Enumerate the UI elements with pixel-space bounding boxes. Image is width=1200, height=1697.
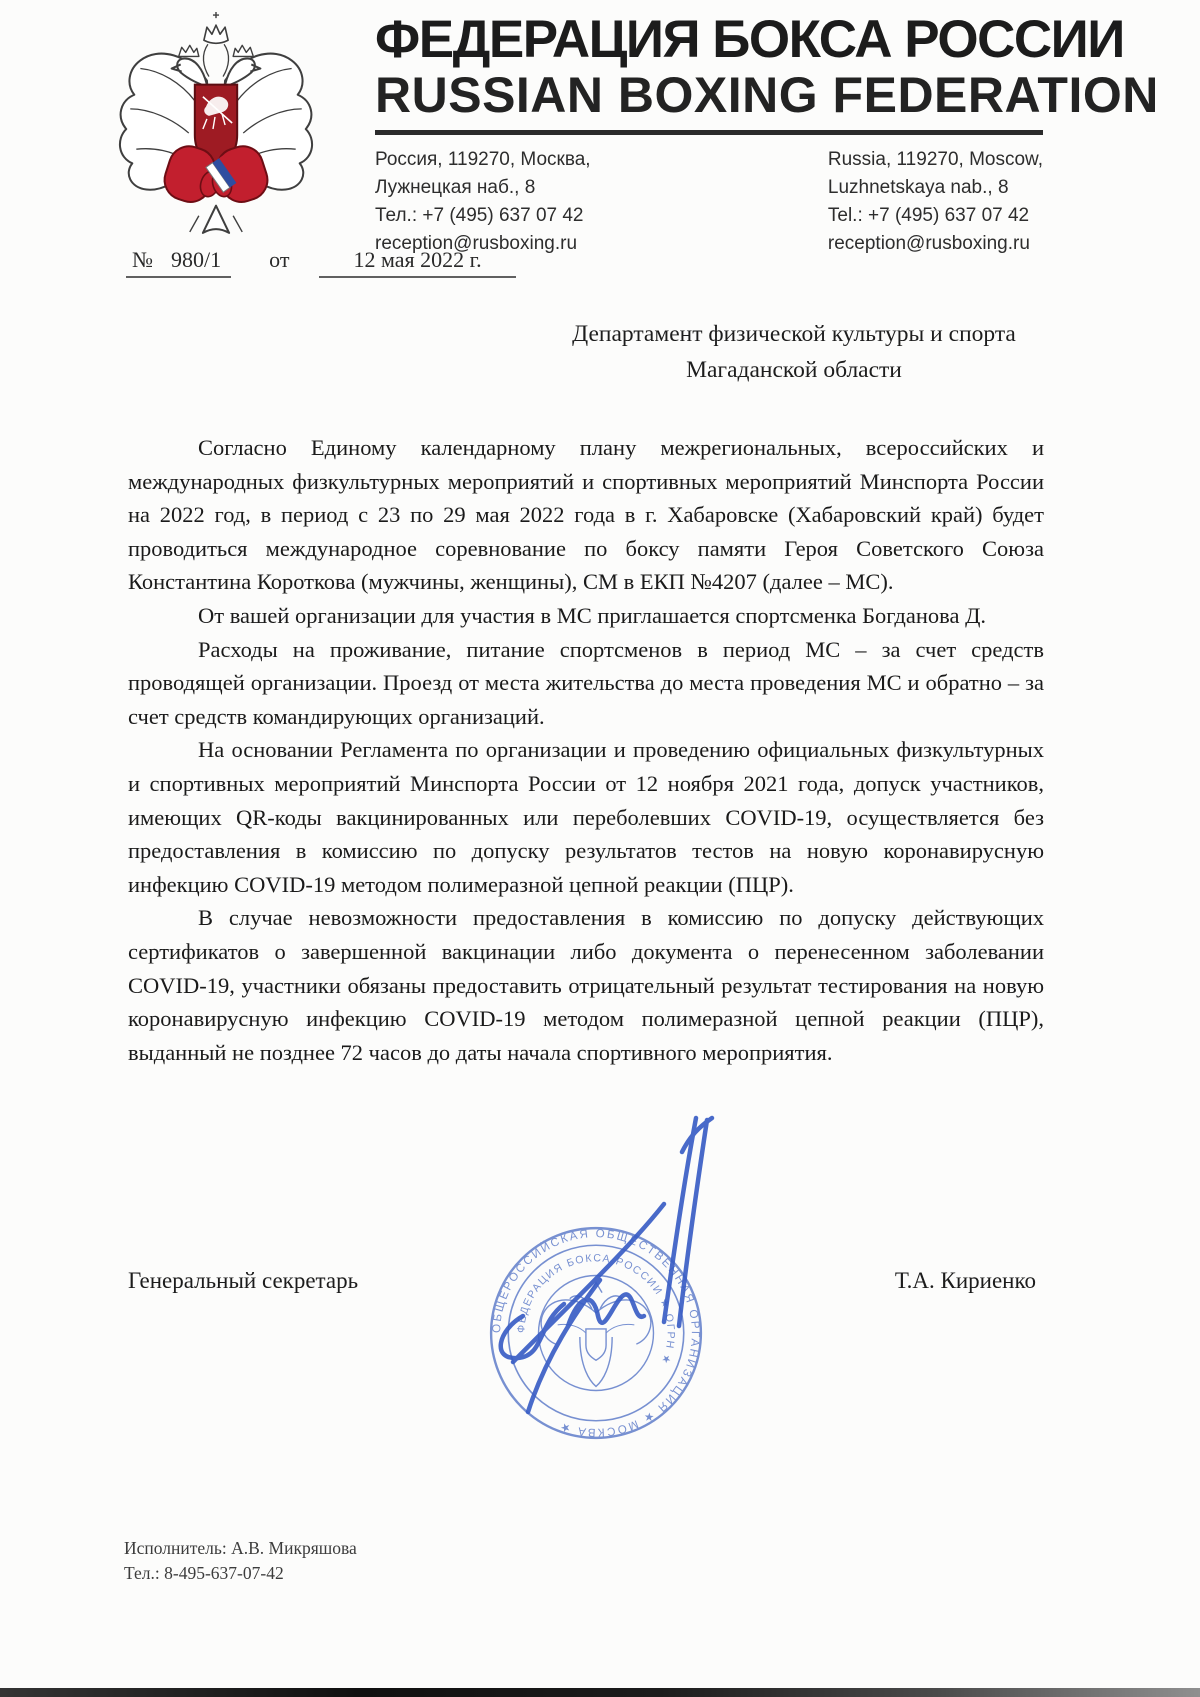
stamp-outer-ring-text: ОБЩЕРОССИЙСКАЯ ОБЩЕСТВЕННАЯ ОРГАНИЗАЦИЯ ★ МОСКВА ★	[491, 1228, 701, 1438]
addressee-line-2: Магаданской области	[686, 357, 902, 383]
stamp-inner-ring-text: ФЕДЕРАЦИЯ БОКСА РОССИИ ★ ОГРН ★	[515, 1252, 677, 1367]
org-name-russian: ФЕДЕРАЦИЯ БОКСА РОССИИ	[375, 10, 1124, 69]
address-en-line: Russia, 119270, Moscow,	[827, 149, 1043, 170]
letterhead-rule	[375, 130, 1043, 135]
document-number-row	[126, 247, 516, 278]
paragraph-qr-codes: На основании Регламента по организации и проведению официальных физкультурных и спортивных мероприятий Минспорта России от 12 ноября 2021 года, допуск участников, имеющих QR-коды вакцинированных или переболевших COVID-19, осуществляется без предоставления в комиссию по допуску результатов тестов на новую коронавирусную инфекцию COVID-19 методом полимеразной цепной реакции (ПЦР).	[128, 737, 1044, 897]
executor-block	[124, 1536, 357, 1586]
number-value: 980/1	[171, 247, 222, 272]
document-number	[126, 247, 231, 278]
contacts-russian	[375, 146, 591, 258]
signature-ink-icon	[428, 1090, 770, 1472]
email-ru-line: reception@rusboxing.ru	[375, 233, 578, 254]
paragraph-expenses: Расходы на проживание, питание спортсменов в период МС – за счет средств проводящей организации. Проезд от места жительства до места проведения МС и обратно – за счет средств командирующих организаций.	[128, 636, 1044, 729]
signer-name: Т.А. Кириенко	[894, 1268, 1036, 1293]
double-headed-eagle-icon	[110, 8, 322, 242]
address-ru-line: Россия, 119270, Москва,	[375, 149, 591, 170]
number-sign-label: №	[132, 247, 153, 272]
paragraph-pcr-test: В случае невозможности предоставления в комиссию по допуску действующих сертификатов о завершенной вакцинации либо документа о перенесенном заболевании COVID-19, участники обязаны предоставить отрицательный результат тестирования на новую коронавирусную инфекцию COVID-19 методом полимеразной цепной реакции (ПЦР), выданный не позднее 72 часов до даты начала спортивного мероприятия.	[128, 905, 1044, 1065]
letter-body	[128, 431, 1044, 1069]
addressee-line-1: Департамент физической культуры и спорта	[572, 321, 1016, 347]
phone-ru-line: Тел.: +7 (495) 637 07 42	[375, 205, 584, 226]
boxing-federation-emblem-logo	[110, 8, 322, 242]
letterhead	[375, 10, 1159, 258]
contacts-english	[828, 146, 1043, 258]
address-en-line: Luzhnetskaya nab., 8	[827, 177, 1009, 198]
signer-title: Генеральный секретарь	[128, 1268, 359, 1293]
scan-edge-artifact	[0, 1688, 1200, 1697]
handwritten-signature	[428, 1090, 770, 1472]
email-en-line: reception@rusboxing.ru	[827, 233, 1030, 254]
executor-name: Исполнитель: А.В. Микряшова	[124, 1538, 357, 1558]
document-date: 12 мая 2022 г.	[319, 247, 515, 278]
from-label: от	[269, 247, 290, 272]
paragraph-calendar-plan: Согласно Единому календарному плану межрегиональных, всероссийских и международных физкультурных мероприятий и спортивных мероприятий Минспорта России на 2022 год, в период с 23 по 29 мая 2022 года в г. Хабаровске (Хабаровский край) будет проводиться международное соревнование по боксу памяти Героя Советского Союза Константина Короткова (мужчины, женщины), СМ в ЕКП №4207 (далее – МС).	[128, 435, 1044, 595]
paragraph-invitation: От вашей организации для участия в МС приглашается спортсменка Богданова Д.	[198, 602, 987, 628]
address-ru-line: Лужнецкая наб., 8	[375, 177, 536, 198]
executor-phone: Тел.: 8-495-637-07-42	[124, 1563, 284, 1583]
contact-block	[375, 146, 1043, 258]
phone-en-line: Tel.: +7 (495) 637 07 42	[827, 205, 1030, 226]
org-name-english: RUSSIAN BOXING FEDERATION	[375, 67, 1159, 123]
addressee-block	[545, 316, 1043, 388]
